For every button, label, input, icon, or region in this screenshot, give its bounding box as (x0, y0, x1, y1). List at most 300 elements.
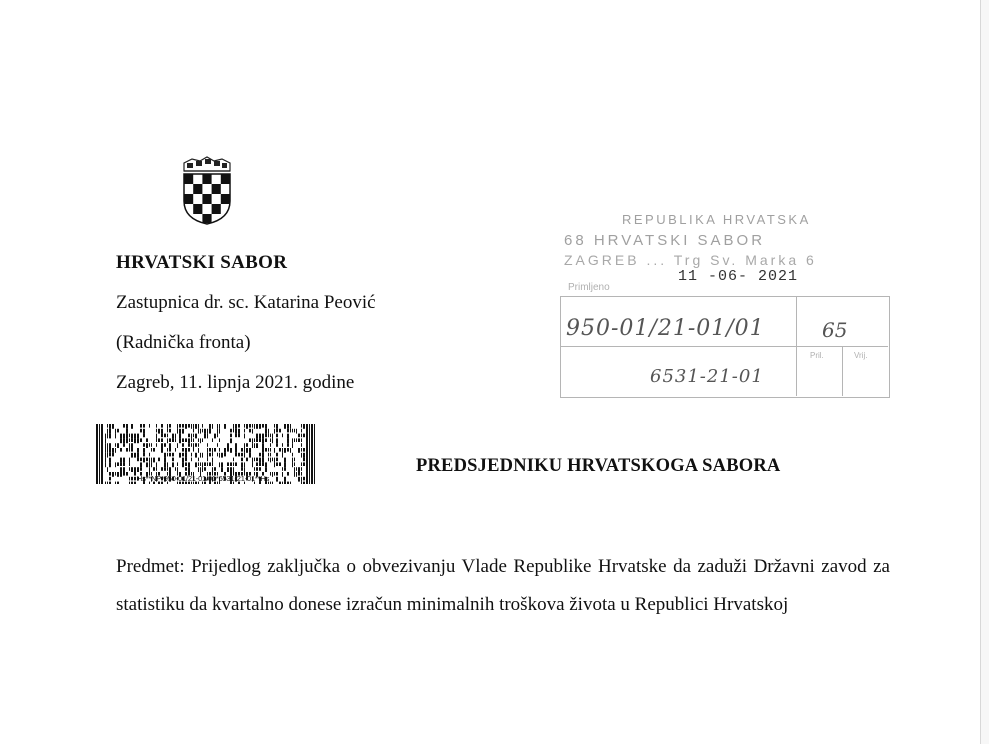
barcode-bar (172, 438, 174, 442)
barcode-bar (164, 462, 166, 467)
barcode-bar (143, 424, 145, 428)
barcode-bar (259, 467, 261, 471)
barcode-bar (284, 462, 286, 467)
barcode-bar (256, 424, 258, 429)
barcode-bar (252, 458, 253, 463)
barcode-bar (151, 443, 152, 447)
barcode-bar (212, 458, 213, 463)
barcode-bar (276, 462, 278, 466)
barcode-bar (254, 438, 255, 442)
barcode-bar (270, 443, 271, 447)
barcode-bar (282, 448, 283, 453)
barcode-bar (230, 467, 232, 472)
barcode-bar (149, 462, 150, 467)
barcode-bar (134, 453, 136, 458)
barcode-bar (153, 458, 155, 463)
barcode-bar (193, 434, 194, 438)
barcode-bar (209, 424, 211, 429)
barcode-bar (246, 458, 248, 462)
barcode-bar (191, 438, 192, 442)
barcode-bar (217, 429, 218, 434)
stamp-line-2: 68 HRVATSKI SABOR (564, 232, 766, 249)
barcode-bar (195, 443, 197, 447)
barcode-bar (287, 434, 289, 439)
barcode-bar (217, 424, 218, 429)
barcode-bar (262, 438, 264, 443)
barcode-bar (117, 443, 119, 448)
barcode-bar (244, 453, 245, 458)
barcode-bar (244, 467, 245, 472)
barcode-bar (151, 462, 152, 467)
barcode-bar (235, 429, 237, 434)
barcode-bar (311, 424, 313, 484)
barcode-bar (131, 424, 133, 429)
barcode-bar (268, 453, 269, 457)
barcode-bar (188, 438, 190, 443)
barcode-bar (109, 434, 111, 439)
barcode-bar (167, 448, 168, 452)
barcode-bar (296, 467, 297, 471)
barcode-bar (172, 462, 174, 467)
barcode-bar (151, 448, 152, 452)
barcode-bar (167, 462, 168, 467)
barcode-bar (282, 453, 283, 458)
barcode-bar (158, 429, 160, 434)
barcode-bar (191, 443, 192, 447)
barcode-bar (107, 448, 108, 453)
barcode-bar (270, 448, 271, 452)
barcode-bar (123, 462, 125, 466)
barcode-bar (193, 443, 194, 448)
barcode-bar (202, 462, 203, 467)
barcode-bar (296, 429, 297, 434)
barcode-bar (109, 458, 111, 463)
barcode-bar (149, 467, 150, 472)
barcode-bar (252, 462, 253, 467)
barcode-bar (272, 434, 273, 439)
stamp-attachments-handwritten: 65 (822, 318, 848, 342)
barcode-bar (177, 443, 178, 448)
barcode-bar (164, 467, 166, 471)
barcode-bar (198, 438, 199, 442)
barcode-bar (161, 429, 163, 434)
barcode-bar (259, 424, 261, 429)
barcode-bar (202, 438, 203, 442)
barcode-bar (244, 429, 245, 433)
barcode-bar (259, 458, 261, 463)
barcode-bar (169, 467, 171, 472)
barcode-bar (207, 458, 208, 462)
barcode-bar (303, 434, 305, 438)
barcode-bar (252, 429, 253, 434)
barcode-bar (292, 429, 293, 433)
barcode-bar (259, 438, 261, 442)
barcode-bar (131, 438, 133, 442)
barcode-bar (301, 424, 302, 428)
barcode-bar (146, 438, 148, 442)
barcode-bar (262, 448, 264, 453)
barcode-bar (290, 424, 291, 429)
barcode-bar (123, 434, 125, 439)
barcode-bar (298, 467, 300, 472)
barcode-bar (212, 453, 213, 457)
barcode-bar (235, 462, 237, 466)
barcode-bar (279, 429, 281, 433)
barcode-bar (195, 462, 197, 467)
barcode-bar (238, 453, 240, 457)
barcode-bar (262, 434, 264, 439)
stamp-col-pril: Pril. (810, 351, 824, 360)
stamp-received-label: Primljeno (568, 282, 610, 293)
barcode-bar (314, 424, 315, 484)
barcode-bar (230, 434, 232, 438)
barcode-bar (292, 462, 293, 467)
barcode-bar (301, 443, 302, 447)
barcode-bar (109, 429, 111, 434)
barcode-bar (109, 443, 111, 448)
stamp-col-vrij: Vrij. (854, 351, 868, 360)
barcode-bar (105, 434, 106, 439)
barcode-bar (298, 448, 300, 453)
barcode-bar (129, 462, 130, 466)
barcode-bar (274, 462, 275, 467)
barcode-bar (249, 429, 251, 433)
barcode-bar (126, 434, 128, 439)
barcode-bar (200, 429, 201, 434)
barcode-bar (287, 429, 289, 433)
barcode-bar (177, 424, 178, 429)
barcode-bar (207, 429, 208, 434)
barcode-bar (204, 429, 206, 434)
barcode-bar (252, 438, 253, 443)
barcode-bar (284, 424, 286, 429)
barcode-bar (126, 424, 128, 429)
barcode-bar (137, 453, 139, 458)
barcode-bar (294, 462, 295, 466)
barcode-bar (193, 429, 194, 433)
barcode-bar (188, 467, 190, 472)
barcode-bar (200, 462, 201, 466)
barcode-bar (249, 448, 251, 453)
barcode-bar (212, 424, 213, 429)
barcode-bar (256, 443, 258, 448)
barcode-bar (161, 438, 163, 442)
barcode-bar (217, 453, 218, 457)
barcode-bar (294, 429, 295, 433)
barcode-bar (270, 438, 271, 442)
barcode-bar (198, 458, 199, 462)
barcode-bar (254, 424, 255, 429)
barcode-bar (262, 458, 264, 463)
barcode-bar (182, 448, 184, 452)
barcode-bar (198, 424, 199, 429)
barcode-bar (276, 429, 278, 433)
barcode-bar (143, 453, 145, 457)
barcode-bar (149, 443, 150, 447)
barcode-bar (137, 434, 139, 439)
barcode-bar (244, 443, 245, 448)
barcode-bar (198, 467, 199, 472)
barcode-bar (233, 429, 234, 433)
barcode-bar (214, 467, 216, 471)
barcode-bar (200, 467, 201, 472)
barcode-bar (198, 448, 199, 453)
barcode-bar (185, 453, 187, 458)
barcode-bar (131, 467, 133, 472)
barcode-bar (169, 448, 171, 452)
barcode-bar (241, 467, 243, 471)
barcode-bar (241, 453, 243, 457)
barcode-bar (274, 458, 275, 463)
barcode-bar (268, 429, 269, 434)
barcode-bar (188, 424, 190, 428)
barcode-bar (175, 448, 176, 452)
barcode-bar (259, 462, 261, 466)
barcode-bar (143, 458, 145, 463)
stamp-line-3: ZAGREB ... Trg Sv. Marka 6 (564, 252, 817, 268)
barcode-bar (270, 434, 271, 438)
barcode-bar (221, 462, 223, 467)
barcode-bar (172, 453, 174, 457)
barcode-bar (140, 458, 142, 462)
barcode-bar (209, 448, 211, 452)
barcode-bar (301, 429, 302, 433)
barcode-bar (167, 424, 168, 429)
barcode-bar (109, 424, 111, 429)
barcode-bar (207, 443, 208, 447)
barcode-bar (204, 467, 206, 471)
barcode-bar (235, 448, 237, 453)
barcode-bar (294, 458, 295, 462)
barcode-bar (115, 434, 116, 439)
barcode-bar (279, 462, 281, 466)
barcode-bar (164, 453, 166, 458)
barcode-bar (303, 448, 305, 452)
barcode-bar (244, 448, 245, 453)
barcode-bar (276, 443, 278, 447)
barcode-bar (126, 448, 128, 452)
barcode-bar (224, 448, 226, 453)
barcode-bar (233, 424, 234, 429)
barcode-bar (177, 467, 178, 472)
barcode-bar (167, 467, 168, 471)
barcode-bar (193, 424, 194, 429)
barcode-bar (202, 429, 203, 433)
barcode-bar (164, 458, 166, 463)
barcode-bar (265, 462, 267, 467)
barcode-bar (115, 448, 116, 453)
barcode-bar (303, 458, 305, 462)
barcode-bar (140, 467, 142, 471)
barcode-bar (134, 434, 136, 439)
barcode-bar (175, 438, 176, 442)
barcode-bar (182, 429, 184, 434)
barcode-bar (219, 453, 220, 458)
barcode-bar (294, 467, 295, 472)
barcode-bar (146, 458, 148, 462)
barcode-bar (123, 438, 125, 443)
barcode-bar (107, 429, 108, 434)
barcode-bar (276, 434, 278, 438)
organization-name: HRVATSKI SABOR (116, 252, 288, 273)
barcode-bar (200, 453, 201, 458)
barcode-bar (212, 462, 213, 466)
barcode-bar (129, 438, 130, 442)
barcode-bar (207, 448, 208, 453)
barcode-bar (123, 458, 125, 463)
barcode-bar (259, 434, 261, 439)
barcode-bar (241, 448, 243, 452)
barcode-bar (115, 443, 116, 447)
barcode-bar (209, 462, 211, 466)
barcode-bar (290, 448, 291, 453)
barcode-bar (137, 458, 139, 462)
barcode-bar (276, 453, 278, 457)
barcode-bar (172, 434, 174, 439)
barcode-bar (279, 448, 281, 452)
barcode-bar (214, 448, 216, 452)
barcode-bar (282, 434, 283, 438)
barcode-bar (265, 424, 267, 429)
barcode-bar (188, 448, 190, 452)
barcode-bar (198, 443, 199, 447)
barcode-bar (191, 453, 192, 457)
barcode-bar (238, 434, 240, 438)
barcode-bar (123, 424, 125, 428)
barcode-bar (146, 462, 148, 467)
barcode-bar (256, 438, 258, 442)
barcode-bar (158, 458, 160, 462)
barcode-bar (109, 453, 111, 457)
barcode-bar (230, 429, 232, 433)
barcode-bar (182, 424, 184, 428)
barcode-bar (109, 462, 111, 467)
barcode-bar (202, 424, 203, 428)
barcode-bar (105, 458, 106, 463)
barcode-bar (270, 453, 271, 457)
barcode-bar (169, 453, 171, 457)
barcode-bar (224, 424, 226, 429)
barcode-bar (107, 443, 108, 448)
barcode-bar (265, 448, 267, 452)
barcode-bar (167, 429, 168, 433)
barcode-bar (143, 434, 145, 438)
barcode-bar (303, 453, 305, 458)
barcode-bar (209, 453, 211, 457)
stamp-registry-handwritten: 6531-21-01 (650, 366, 764, 387)
barcode-bar (188, 434, 190, 438)
barcode-bar (219, 438, 220, 442)
barcode-bar (188, 462, 190, 467)
barcode-bar (167, 434, 168, 438)
barcode-bar (274, 424, 275, 428)
barcode-bar (202, 453, 203, 458)
barcode-bar (241, 458, 243, 462)
barcode-bar (161, 443, 163, 448)
barcode-bar (134, 467, 136, 472)
barcode-bar (265, 467, 267, 472)
barcode-bar (182, 443, 184, 447)
barcode-bar (158, 438, 160, 442)
barcode-bar (207, 462, 208, 466)
barcode-bar (131, 434, 133, 439)
barcode-bar (254, 443, 255, 448)
barcode-bar (117, 429, 119, 433)
stamp-classification-handwritten: 950-01/21-01/01 (566, 316, 765, 341)
barcode-bar (227, 462, 229, 466)
barcode-bar (151, 458, 152, 463)
barcode-bar (301, 467, 302, 471)
barcode-bar (115, 462, 116, 467)
barcode-bar (233, 462, 234, 466)
barcode-bar (140, 462, 142, 467)
barcode-bar (169, 429, 171, 433)
barcode-bar (230, 462, 232, 466)
barcode-text: Hs**NP*950-01/21-01/01*6531-21-01**Hs (136, 474, 270, 483)
barcode-bar (161, 424, 163, 428)
barcode-bar (221, 467, 223, 472)
barcode-bar (254, 467, 255, 471)
barcode-bar (287, 448, 289, 452)
barcode-bar (200, 438, 201, 443)
barcode-bar (256, 458, 258, 462)
barcode-bar (219, 448, 220, 452)
barcode-bar (182, 453, 184, 457)
barcode-bar (123, 443, 125, 447)
barcode-bar (120, 462, 122, 466)
barcode-bar (212, 467, 213, 472)
barcode-bar (129, 458, 130, 463)
barcode-bar (252, 424, 253, 428)
barcode-bar (177, 462, 178, 466)
barcode-bar (276, 438, 278, 443)
barcode-bar (204, 434, 206, 439)
barcode-bar (156, 443, 157, 447)
barcode-bar (301, 434, 302, 438)
barcode-bar (262, 443, 264, 448)
barcode-bar (207, 434, 208, 439)
stamp-line-1: REPUBLIKA HRVATSKA (622, 212, 811, 227)
barcode-bar (282, 467, 283, 471)
barcode-bar (284, 467, 286, 471)
barcode-bar (272, 438, 273, 443)
barcode-bar (262, 453, 264, 458)
barcode-bar (265, 438, 267, 442)
barcode-bar (268, 448, 269, 452)
barcode-bar (298, 434, 300, 438)
barcode-bar (195, 434, 197, 439)
barcode-bar (120, 434, 122, 439)
barcode-bar (112, 453, 114, 457)
barcode-bar (298, 438, 300, 442)
barcode-bar (123, 467, 125, 472)
stamp-received-date: 11 -06- 2021 (678, 268, 799, 285)
barcode-bar (120, 467, 122, 472)
barcode-bar (120, 438, 122, 443)
barcode-bar (161, 448, 163, 453)
barcode-bar (149, 458, 150, 463)
barcode-bar (126, 438, 128, 443)
barcode-bar (249, 453, 251, 458)
barcode-bar (198, 462, 199, 466)
barcode-bar (129, 467, 130, 471)
barcode-bar (191, 424, 192, 429)
barcode-bar (195, 453, 197, 458)
sender-block (116, 252, 376, 394)
barcode-bar (131, 443, 133, 448)
barcode-bar (233, 458, 234, 462)
barcode-bar (287, 424, 289, 429)
